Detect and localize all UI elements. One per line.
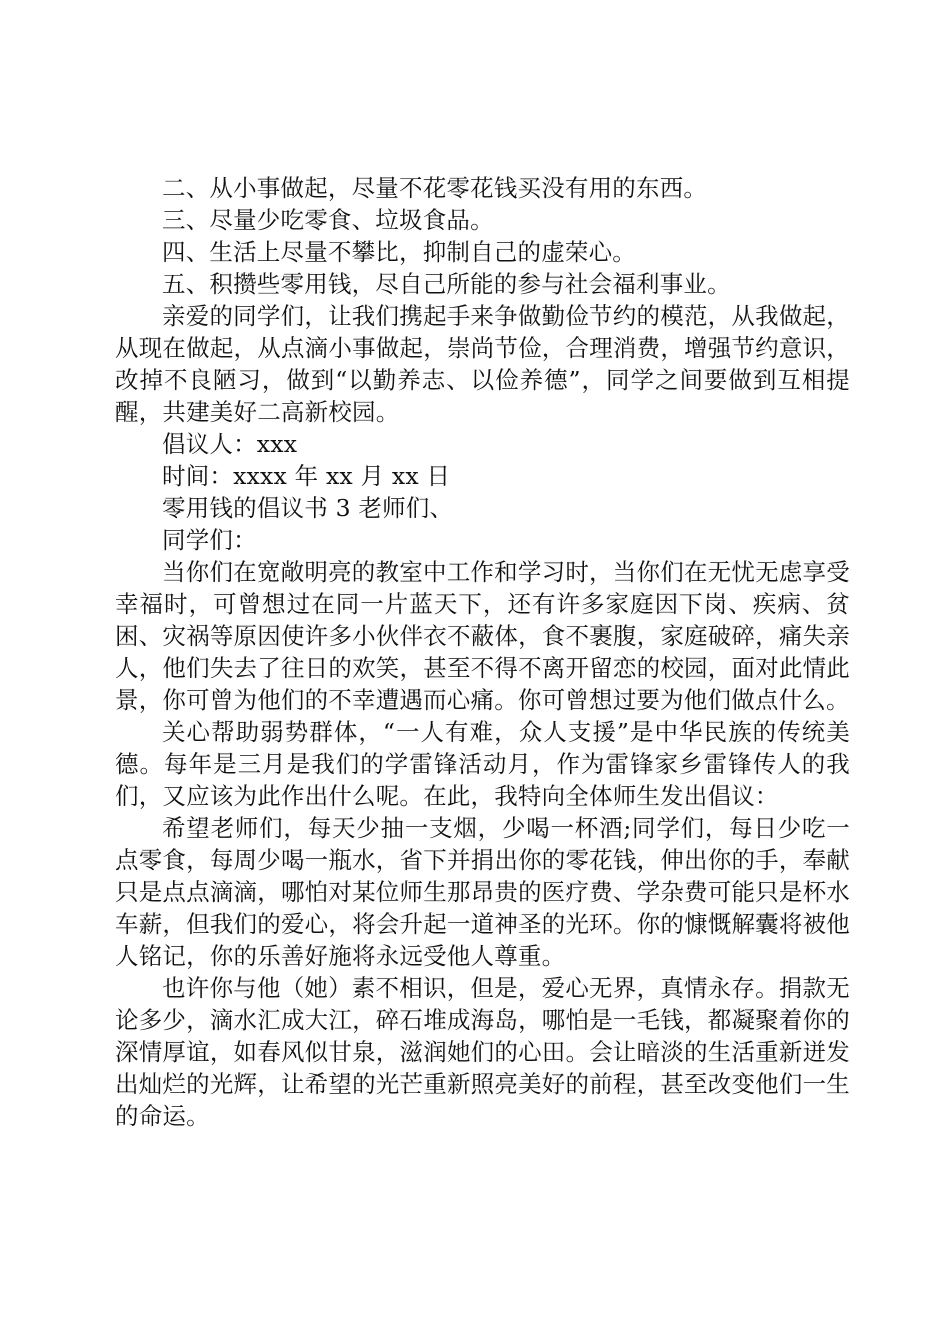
paragraph-item-4: 四、生活上尽量不攀比，抑制自己的虚荣心。 xyxy=(162,238,636,266)
date-line: 时间：xxxx 年 xx 月 xx 日 xyxy=(162,462,451,490)
paragraph-closing: 也许你与他（她）素不相识，但是，爱心无界，真情永存。捐款无论多少，滴水汇成大江，碎石堆成海岛，哪怕是一毛钱，都凝聚着你的深情厚谊，如春风似甘泉，滋润她们的心田。会让暗淡的生活重新迸发出灿烂的光辉，让希望的光芒重新照亮美好的前程，甚至改变他们一生的命运。 xyxy=(115,974,850,1130)
salutation: 同学们： xyxy=(162,526,257,554)
paragraph-item-2: 二、从小事做起，尽量不花零花钱买没有用的东西。 xyxy=(162,174,708,202)
paragraph-call: 关心帮助弱势群体，“一人有难，众人支援”是中华民族的传统美德。每年是三月是我们的学雷锋活动月，作为雷锋家乡雷锋传人的我们，又应该为此作出什么呢。在此，我特向全体师生发出倡议： xyxy=(115,718,850,810)
section-heading: 零用钱的倡议书 3 老师们、 xyxy=(162,494,454,522)
document-body xyxy=(115,172,850,1132)
paragraph-item-5: 五、积攒些零用钱，尽自己所能的参与社会福利事业。 xyxy=(162,270,731,298)
paragraph-appeal: 亲爱的同学们，让我们携起手来争做勤俭节约的模范，从我做起，从现在做起，从点滴小事做起，崇尚节俭，合理消费，增强节约意识，改掉不良陋习，做到“以勤养志、以俭养德”，同学之间要做到互相提醒，共建美好二高新校园。 xyxy=(115,302,850,426)
paragraph-item-3: 三、尽量少吃零食、垃圾食品。 xyxy=(162,206,494,234)
initiator-line: 倡议人：xxx xyxy=(162,430,298,458)
paragraph-hope: 希望老师们，每天少抽一支烟，少喝一杯酒;同学们，每日少吃一点零食，每周少喝一瓶水，省下并捐出你的零花钱，伸出你的手，奉献只是点点滴滴，哪怕对某位师生那昂贵的医疗费、学杂费可能只是杯水车薪，但我们的爱心，将会升起一道神圣的光环。你的慷慨解囊将被他人铭记，你的乐善好施将永远受他人尊重。 xyxy=(115,814,850,970)
paragraph-context: 当你们在宽敞明亮的教室中工作和学习时，当你们在无忧无虑享受幸福时，可曾想过在同一片蓝天下，还有许多家庭因下岗、疾病、贫困、灾祸等原因使许多小伙伴衣不蔽体，食不裹腹，家庭破碎，痛失亲人，他们失去了往日的欢笑，甚至不得不离开留恋的校园，面对此情此景，你可曾为他们的不幸遭遇而心痛。你可曾想过要为他们做点什么。 xyxy=(115,558,850,714)
